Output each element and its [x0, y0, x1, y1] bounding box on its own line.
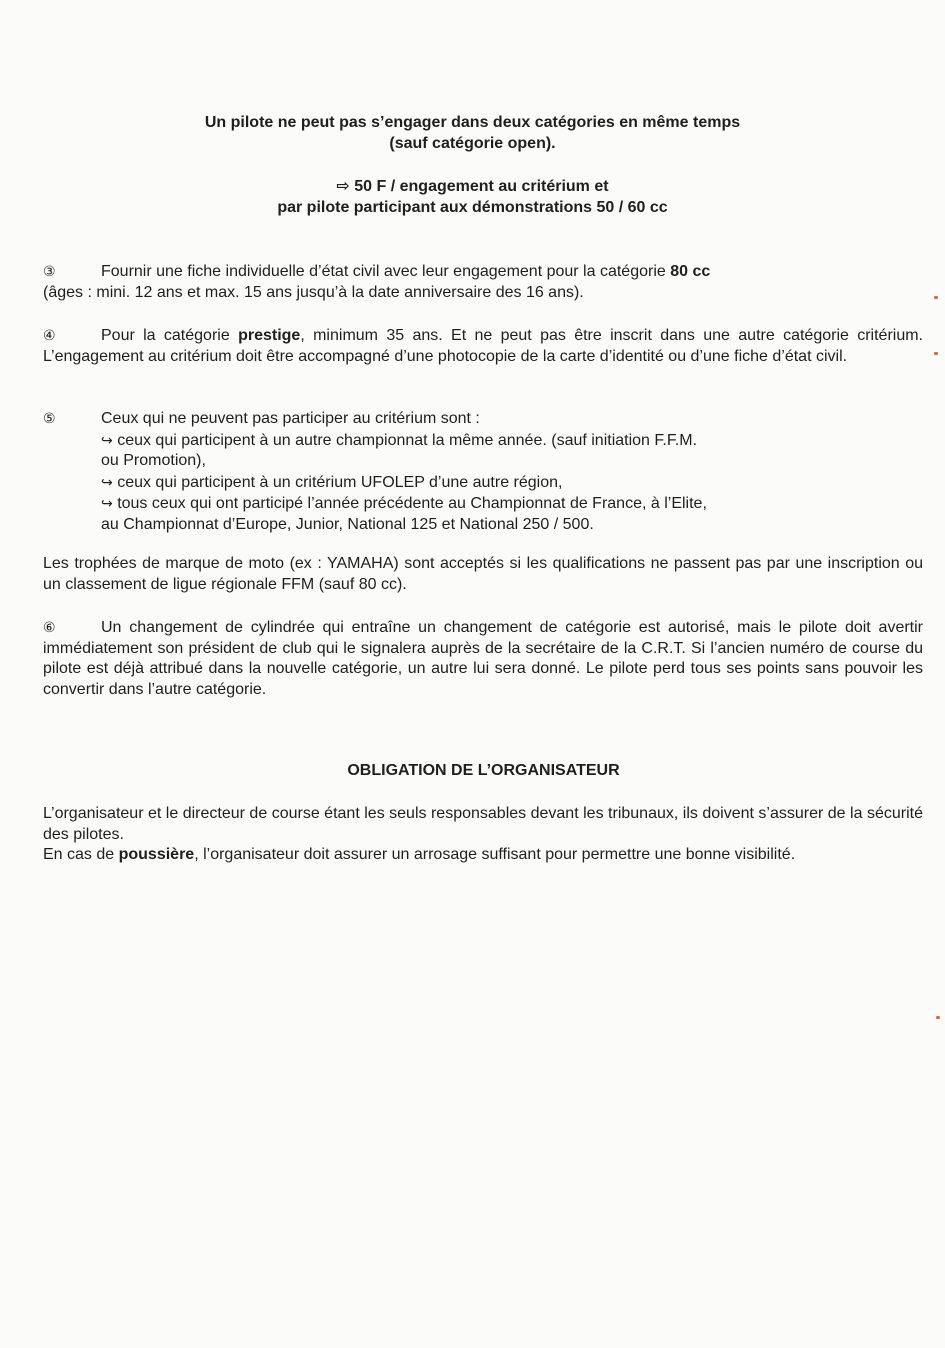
obligation-heading: OBLIGATION DE L’ORGANISATEUR — [347, 762, 620, 779]
item-4-number: ④ — [43, 327, 56, 343]
intro-line-2: (sauf catégorie open). — [389, 135, 556, 152]
obligation-section — [43, 804, 923, 866]
item-5-number: ⑤ — [43, 410, 56, 426]
hook-arrow-icon: ↪ — [101, 473, 113, 490]
fee-rule — [0, 176, 945, 218]
intro-rule — [0, 112, 945, 154]
intro-line-1: Un pilote ne peut pas s’engager dans deux catégories en même temps — [204, 114, 741, 131]
item-3: ③ Fournir une fiche individuelle d’état civil avec leur engagement pour la catégorie 80 cc (âges : mini. 12 ans et max. 15 ans jusqu’à la date anniversaire des 16 ans). — [43, 263, 711, 301]
item-6-number: ⑥ — [43, 619, 56, 635]
hook-arrow-icon: ↪ — [101, 431, 113, 448]
item-5-bullet-2: ↪ ceux qui participent à un critérium UFOLEP d’une autre région, — [101, 473, 563, 491]
item-6: ⑥ Un changement de cylindrée qui entraîne un changement de catégorie est autorisé, mais le pilote doit avertir immédiatement son président de club qui le signalera auprès de la secrétaire de la C.R.T. Si l’ancien numéro de course du pilote est déjà attribué dans la nouvelle catégorie, un autre lui sera donné. Le pilote perd tous ses points sans pouvoir les convertir dans l’autre catégorie. — [43, 619, 923, 698]
obligation-paragraph-2: En cas de poussière, l’organisateur doit assurer un arrosage suffisant pour permettre une bonne visibilité. — [43, 846, 796, 863]
scan-speck — [934, 296, 938, 299]
fee-arrow-icon: ⇨ — [336, 178, 350, 195]
obligation-paragraph-1: L’organisateur et le directeur de course étant les seuls responsables devant les tribunaux, ils doivent s’assurer de la sécurité des pilotes. — [43, 805, 923, 843]
fee-line-1: ⇨ 50 F / engagement au critérium et — [336, 178, 609, 195]
scan-speck — [936, 1016, 940, 1019]
item-5: ⑤ Ceux qui ne peuvent pas participer au critérium sont : ↪ ceux qui participent à un autre championnat la même année. (sauf initiation F.F.M. ou Promotion), ↪ ceux qui participent à un critérium UFOLEP d’une autre région, ↪ tous ceux qui ont participé l’année précédente au Championnat de France, à l’Elite, au Championnat d’Europe, Junior, National 125 et National 250 / 500. — [43, 408, 923, 535]
item-5-bullet-3: ↪ tous ceux qui ont participé l’année précédente au Championnat de France, à l’Elite, — [101, 495, 707, 512]
item-3-number: ③ — [43, 263, 56, 279]
item-5-bullet-1: ↪ ceux qui participent à un autre championnat la même année. (sauf initiation F.F.M. — [101, 431, 698, 449]
scan-speck — [934, 352, 938, 355]
trophees-paragraph: Les trophées de marque de moto (ex : YAMAHA) sont acceptés si les qualifications ne passent pas par une inscription ou un classement de ligue régionale FFM (sauf 80 cc). — [43, 555, 923, 593]
item-4: ④ Pour la catégorie prestige, minimum 35 ans. Et ne peut pas être inscrit dans une autre catégorie critérium. L’engagement au critérium doit être accompagné d’une photocopie de la carte d’identité ou d’une fiche d’état civil. — [43, 327, 924, 365]
hook-arrow-icon: ↪ — [101, 495, 113, 511]
fee-line-2: par pilote participant aux démonstrations 50 / 60 cc — [277, 199, 668, 216]
